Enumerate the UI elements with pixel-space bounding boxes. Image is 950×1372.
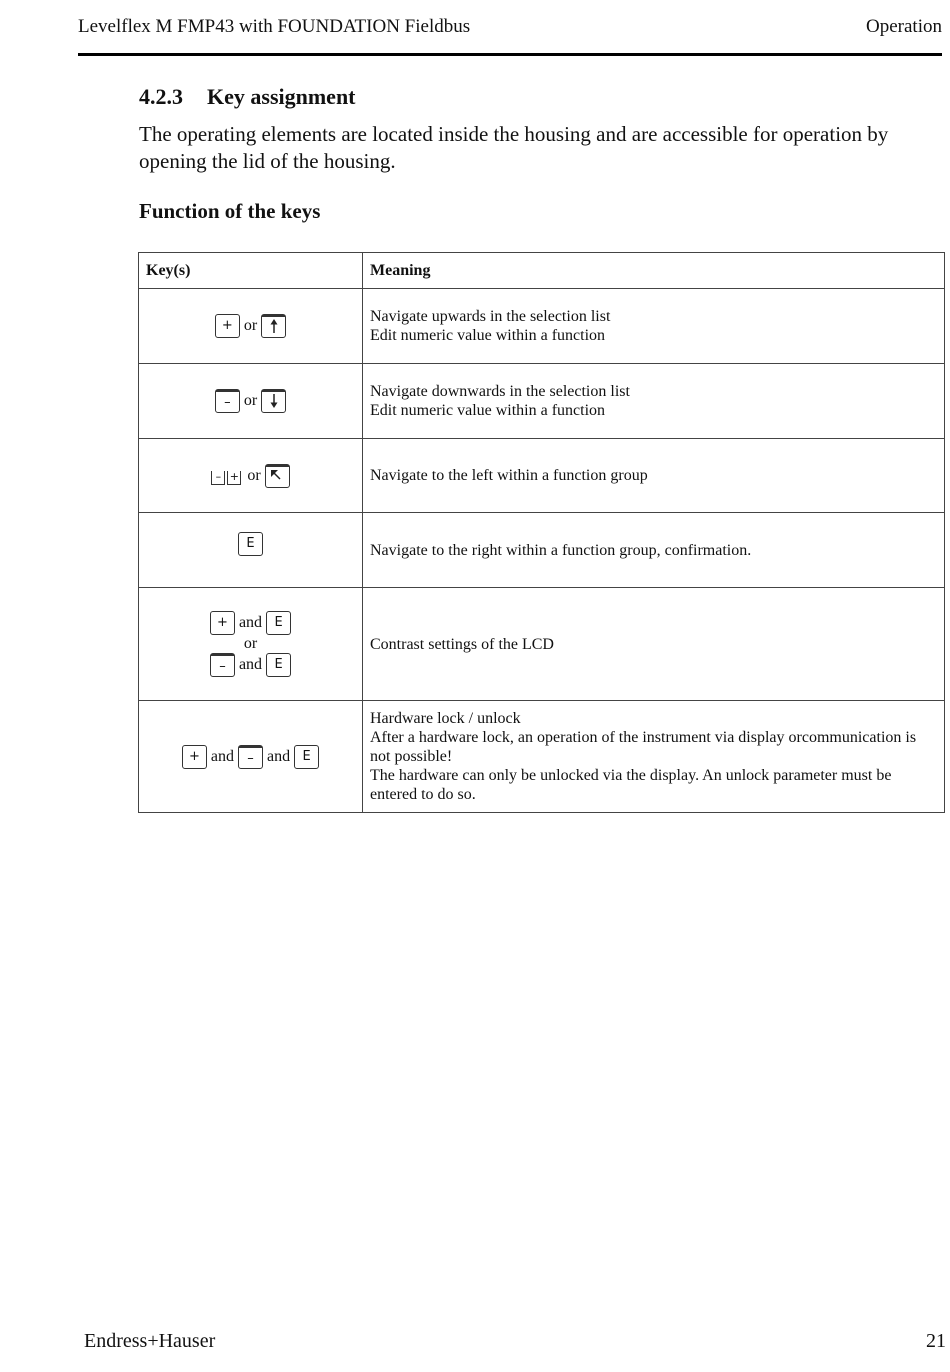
- section-number: 4.2.3: [139, 84, 183, 109]
- section-title: Key assignment: [207, 84, 356, 109]
- left-arrow-key-icon: [265, 464, 290, 488]
- meaning-line: Edit numeric value within a function: [370, 327, 606, 344]
- table-row: [139, 588, 945, 701]
- conjunction: and: [267, 747, 291, 765]
- conjunction: or: [243, 317, 258, 334]
- table-row: [139, 289, 945, 364]
- plus-key-icon: +: [227, 471, 241, 485]
- table-row: [139, 439, 945, 513]
- meaning-line: Navigate to the left within a function group: [370, 467, 648, 484]
- table-row: [139, 701, 945, 813]
- keys-cell: [139, 439, 363, 513]
- meaning-line: Navigate upwards in the selection list: [370, 308, 611, 325]
- meaning-cell: [363, 289, 945, 364]
- conjunction: or: [243, 635, 258, 652]
- enter-key-icon: E: [294, 745, 319, 769]
- keys-cell: [139, 588, 363, 701]
- enter-key-icon: E: [266, 653, 291, 677]
- plus-key-icon: +: [210, 611, 235, 635]
- conjunction: and: [238, 656, 263, 673]
- meaning-line: Hardware lock / unlock: [370, 710, 521, 727]
- down-arrow-key-icon: [261, 389, 286, 413]
- meaning-cell: [363, 439, 945, 513]
- meaning-cell: [363, 513, 945, 588]
- footer-brand: Endress+Hauser: [84, 1330, 216, 1352]
- minus-key-icon: –: [238, 745, 263, 769]
- plus-key-icon: +: [215, 314, 240, 338]
- keys-cell: [139, 289, 363, 364]
- conjunction: and: [238, 614, 263, 631]
- up-arrow-key-icon: [261, 314, 286, 338]
- minus-key-icon: –: [210, 653, 235, 677]
- column-header-keys: Key(s): [139, 253, 363, 289]
- header-rule: [78, 53, 942, 56]
- meaning-line: Navigate to the right within a function group, confirmation.: [370, 541, 752, 559]
- keys-cell: [139, 513, 363, 588]
- plus-key-icon: +: [182, 745, 207, 769]
- minus-plus-combo-icon: [211, 465, 243, 487]
- meaning-line: Contrast settings of the LCD: [370, 635, 554, 653]
- running-header-section: Operation: [866, 16, 942, 37]
- meaning-line: Navigate downwards in the selection list: [370, 383, 630, 400]
- meaning-cell: [363, 588, 945, 701]
- conjunction: and: [210, 747, 234, 765]
- keys-cell: [139, 701, 363, 813]
- key-assignment-table: [138, 252, 945, 813]
- minus-key-icon: –: [215, 389, 240, 413]
- table-header-row: [139, 253, 945, 289]
- table-row: [139, 364, 945, 439]
- enter-key-icon: E: [266, 611, 291, 635]
- minus-key-icon: –: [211, 471, 225, 485]
- page-number: 21: [926, 1330, 946, 1352]
- conjunction: or: [243, 392, 258, 409]
- section-heading: [139, 84, 356, 110]
- key-combination: [210, 610, 291, 678]
- enter-key-icon: E: [238, 532, 263, 556]
- table-row: [139, 513, 945, 588]
- intro-paragraph: The operating elements are located inside the housing and are accessible for operation by opening the lid of the housing.: [139, 122, 889, 173]
- running-header-title: Levelflex M FMP43 with FOUNDATION Fieldbus: [78, 16, 471, 37]
- meaning-cell: [363, 701, 945, 813]
- meaning-line: After a hardware lock, an operation of the instrument via display orcommunication is not possible!: [370, 729, 917, 765]
- column-header-meaning: Meaning: [363, 253, 945, 289]
- meaning-line: Edit numeric value within a function: [370, 402, 606, 419]
- meaning-cell: [363, 364, 945, 439]
- subheading: Function of the keys: [139, 199, 321, 223]
- conjunction: or: [247, 466, 261, 484]
- meaning-line: The hardware can only be unlocked via the display. An unlock parameter must be entered to do so.: [370, 767, 892, 803]
- keys-cell: [139, 364, 363, 439]
